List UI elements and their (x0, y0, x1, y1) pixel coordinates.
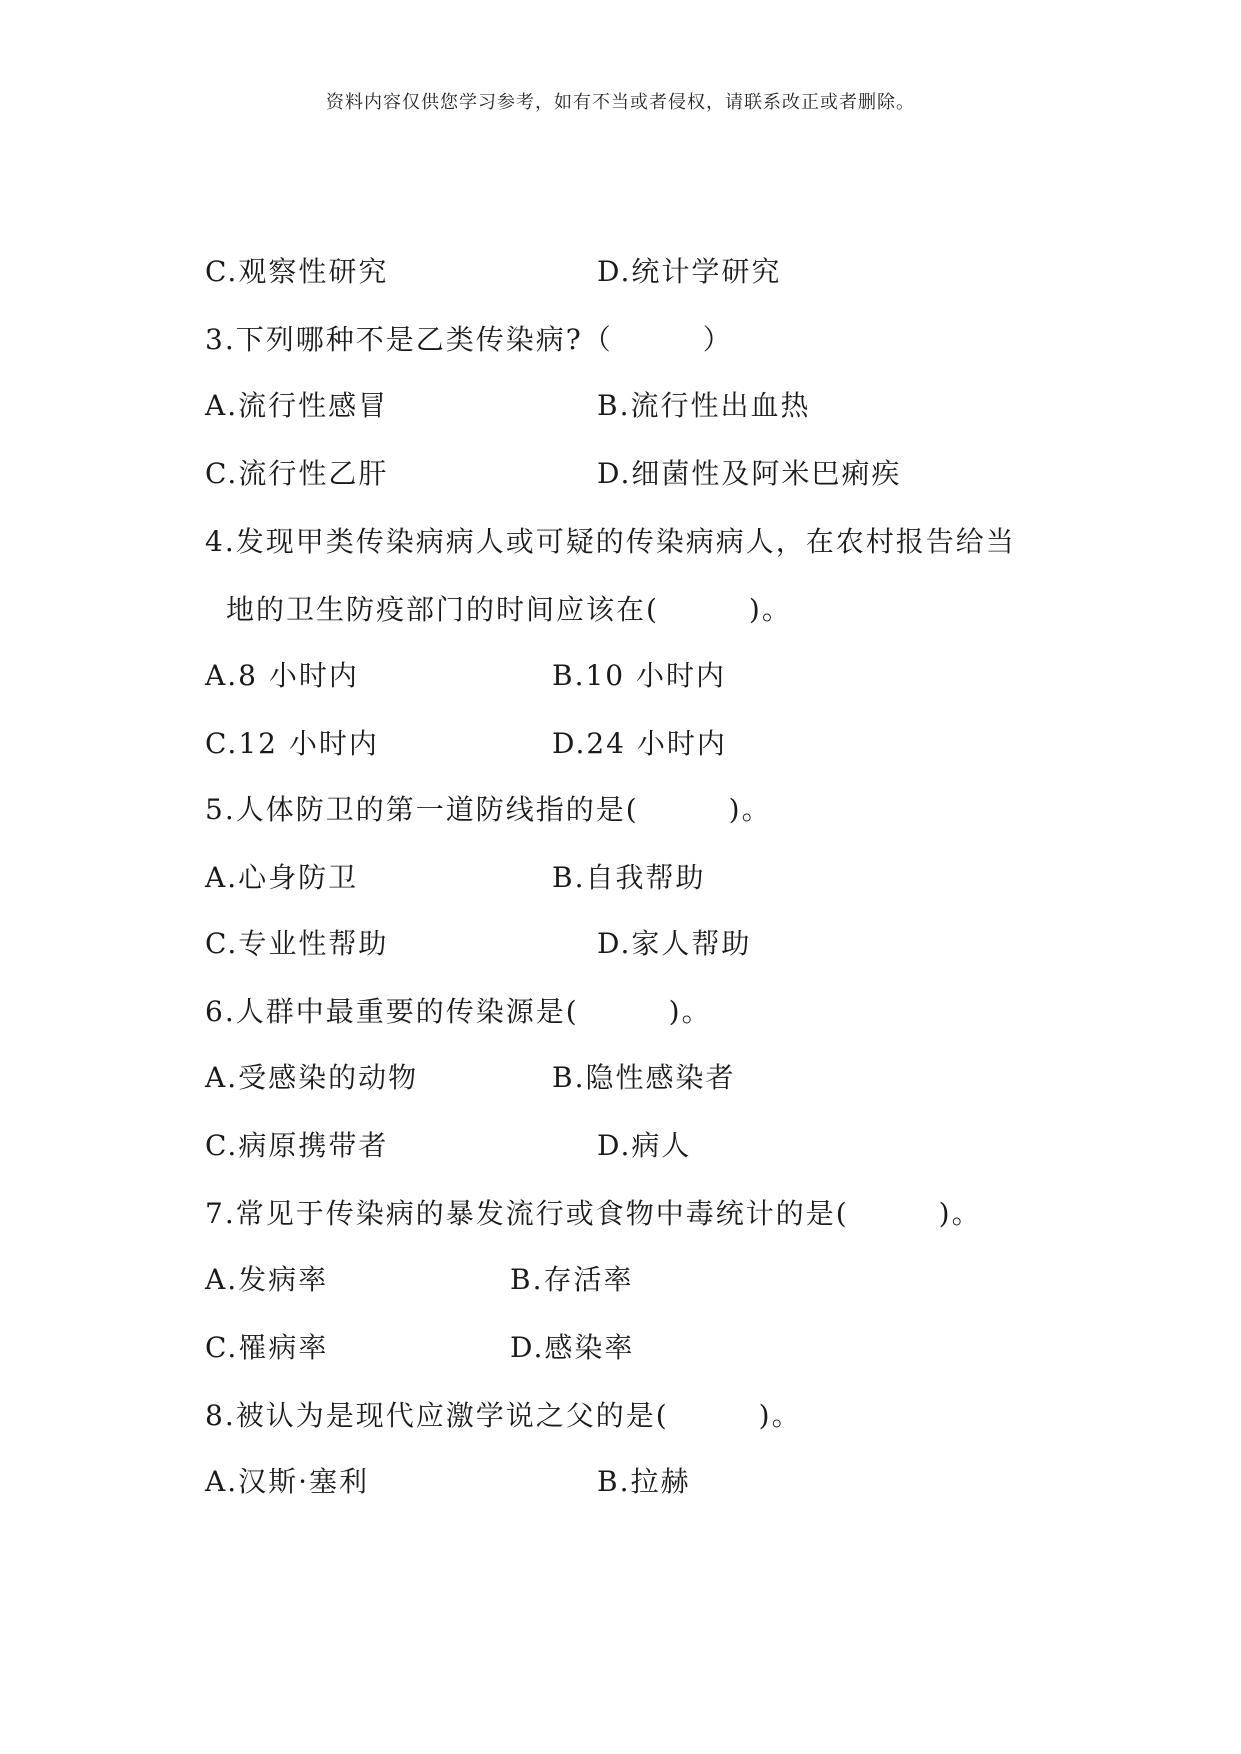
q7-option-b: B.存活率 (510, 1263, 634, 1296)
q6-stem: 6.人群中最重要的传染源是( )。 (205, 995, 712, 1028)
disclaimer-header: 资料内容仅供您学习参考，如有不当或者侵权，请联系改正或者删除。 (326, 92, 915, 113)
q8-option-a: A.汉斯·塞利 (205, 1465, 370, 1498)
q5-option-b: B.自我帮助 (552, 861, 706, 894)
q5-stem: 5.人体防卫的第一道防线指的是( )。 (205, 793, 772, 826)
q8-option-b: B.拉赫 (597, 1465, 691, 1498)
q4-stem-line2: 地的卫生防疫部门的时间应该在( )。 (226, 593, 792, 626)
q5-option-a: A.心身防卫 (205, 861, 359, 894)
q3-option-a: A.流行性感冒 (205, 389, 389, 422)
q4-option-c: C.12 小时内 (205, 727, 379, 760)
q2-option-d: D.统计学研究 (597, 255, 782, 288)
q3-option-c: C.流行性乙肝 (205, 457, 389, 490)
q3-stem: 3.下列哪种不是乙类传染病?（ ） (205, 323, 733, 356)
q7-option-d: D.感染率 (510, 1331, 635, 1364)
q8-stem: 8.被认为是现代应激学说之父的是( )。 (205, 1399, 802, 1432)
q6-option-c: C.病原携带者 (205, 1129, 389, 1162)
q6-option-a: A.受感染的动物 (205, 1061, 419, 1094)
q5-option-c: C.专业性帮助 (205, 927, 389, 960)
q5-option-d: D.家人帮助 (597, 927, 752, 960)
q7-stem: 7.常见于传染病的暴发流行或食物中毒统计的是( )。 (205, 1197, 982, 1230)
q4-option-b: B.10 小时内 (552, 659, 727, 692)
q4-option-a: A.8 小时内 (205, 659, 359, 692)
q7-option-c: C.罹病率 (205, 1331, 329, 1364)
q6-option-b: B.隐性感染者 (552, 1061, 736, 1094)
q7-option-a: A.发病率 (205, 1263, 329, 1296)
q2-option-c: C.观察性研究 (205, 255, 389, 288)
q4-stem-line1: 4.发现甲类传染病病人或可疑的传染病病人，在农村报告给当 (205, 525, 1016, 558)
q3-option-b: B.流行性出血热 (597, 389, 811, 422)
q6-option-d: D.病人 (597, 1129, 692, 1162)
q4-option-d: D.24 小时内 (552, 727, 727, 760)
q3-option-d: D.细菌性及阿米巴痢疾 (597, 457, 902, 490)
